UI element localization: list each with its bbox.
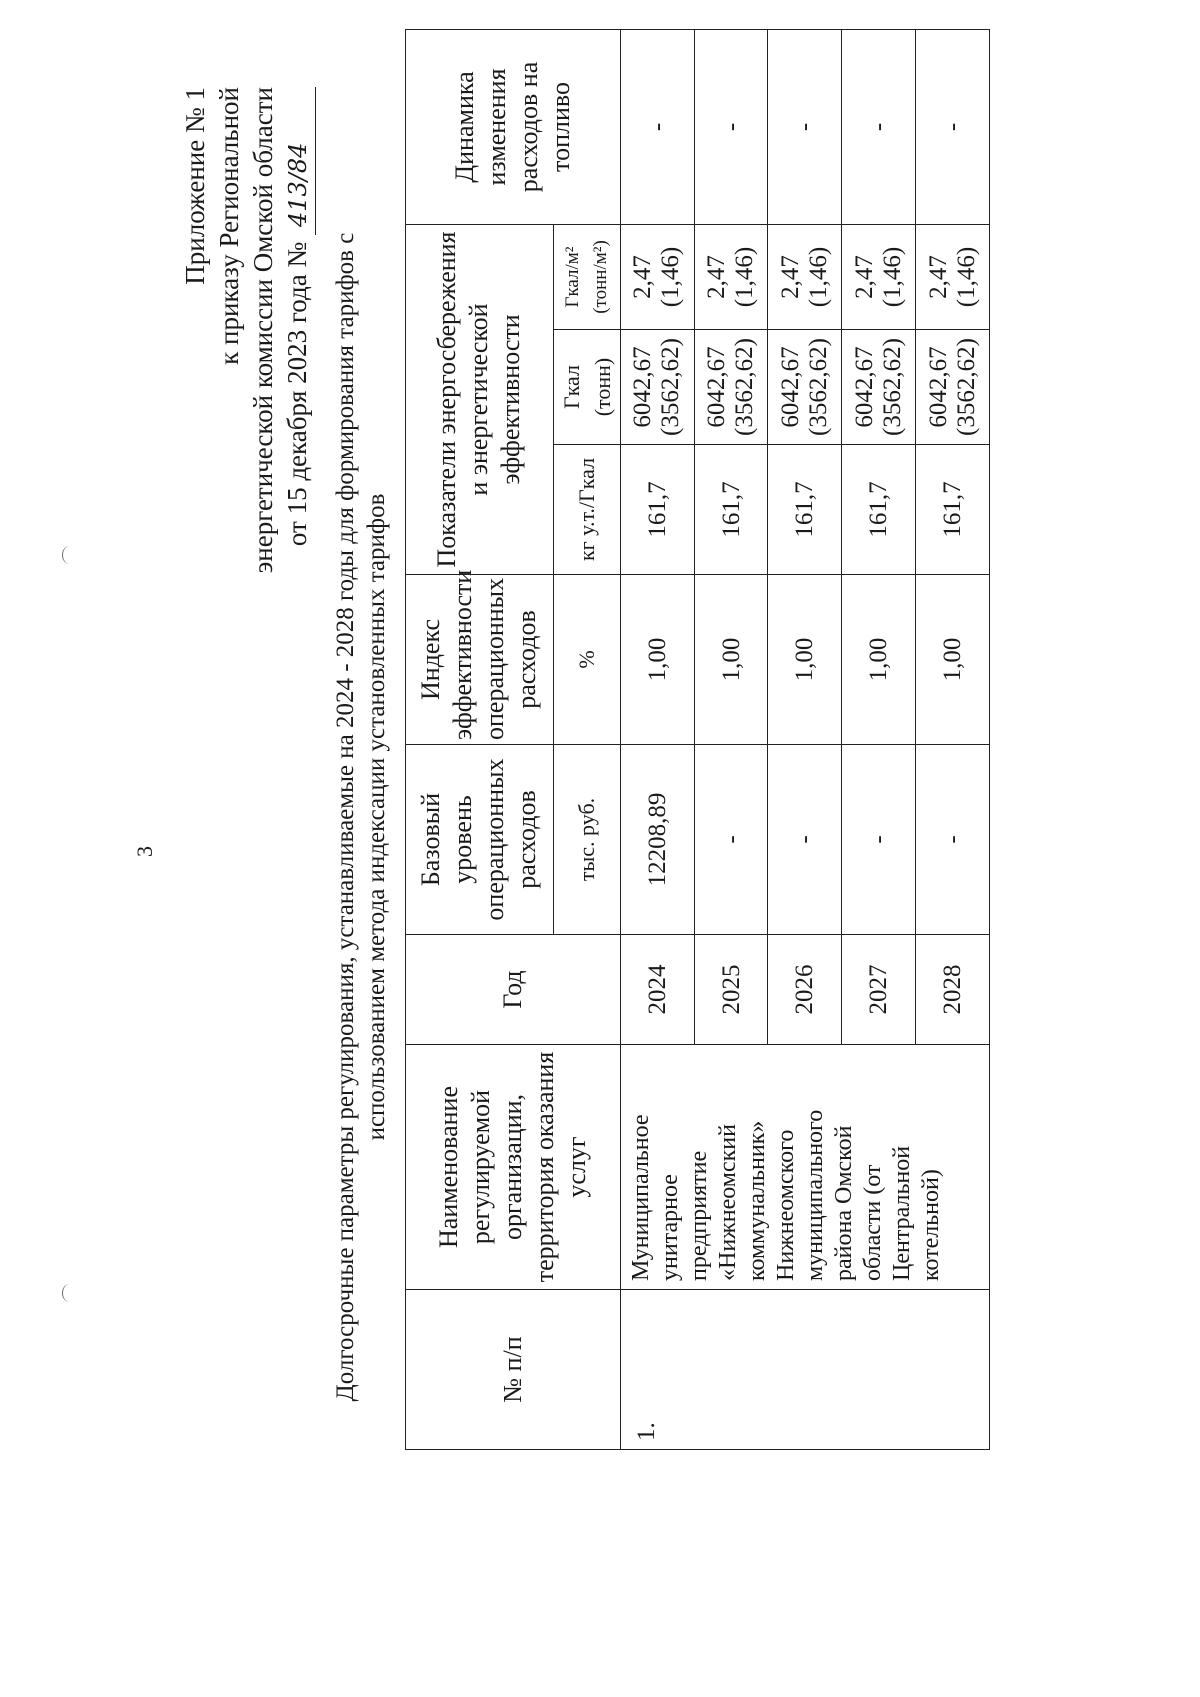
cell-specific-tons: (1,46)	[731, 246, 759, 308]
header-row	[406, 29, 554, 1449]
cell-losses-tons: (3562,62)	[657, 338, 685, 436]
cell-year: 2026	[768, 935, 842, 1045]
cell-specific	[916, 224, 990, 329]
cell-losses	[916, 330, 990, 445]
cell-losses-gcal: 6042,67	[703, 346, 731, 428]
scan-mark	[62, 1284, 77, 1302]
cell-specific-tons: (1,46)	[878, 246, 906, 308]
table-row	[620, 29, 694, 1449]
cell-losses	[694, 330, 768, 445]
title-line-2: использованием метода индексации установленных тарифов	[363, 493, 390, 1141]
page-number: 3	[132, 846, 157, 857]
organization-name: Муниципальное унитарное предприятие «Нижнеомский коммунальник» Нижнеомского муниципального района Омской области (от Центральной котельной)	[620, 1045, 989, 1290]
cell-fuel-rate: 161,7	[620, 445, 694, 575]
cell-losses-tons: (3562,62)	[731, 338, 759, 436]
cell-year: 2028	[916, 935, 990, 1045]
handwritten-order-number: 413/84	[281, 87, 316, 235]
cell-specific-tons: (1,46)	[804, 246, 832, 308]
cell-fuel-dynamics: -	[694, 29, 768, 224]
title-line-1: Долгосрочные параметры регулирования, устанавливаемые на 2024 - 2028 годы для формирования тарифов с	[332, 232, 359, 1402]
header-base-level: Базовый уровень операционных расходов	[406, 745, 554, 935]
approval-line-3: энергетической комиссии Омской области	[248, 87, 278, 574]
cell-losses-gcal: 6042,67	[850, 346, 878, 428]
cell-year: 2024	[620, 935, 694, 1045]
approval-line-4	[280, 87, 316, 607]
cell-losses	[620, 330, 694, 445]
cell-year: 2027	[842, 935, 916, 1045]
cell-losses	[842, 330, 916, 445]
header-energy-indicators: Показатели энергосбережения и энергетической эффективности	[406, 224, 554, 574]
cell-fuel-dynamics: -	[916, 29, 990, 224]
cell-efficiency-index: 1,00	[916, 575, 990, 745]
cell-base-level: -	[768, 745, 842, 935]
cell-specific	[842, 224, 916, 329]
cell-fuel-dynamics: -	[768, 29, 842, 224]
document-title	[330, 217, 392, 1417]
cell-base-level: -	[842, 745, 916, 935]
cell-specific	[768, 224, 842, 329]
cell-losses-gcal: 6042,67	[776, 346, 804, 428]
cell-year: 2025	[694, 935, 768, 1045]
scan-mark	[62, 546, 77, 564]
cell-losses-tons: (3562,62)	[952, 338, 980, 436]
approval-block	[178, 87, 316, 607]
cell-specific-gcal: 2,47	[776, 255, 804, 299]
header-organization: Наименование регулируемой организации, территория оказания услуг	[406, 1045, 621, 1290]
cell-specific-gcal: 2,47	[924, 255, 952, 299]
cell-efficiency-index: 1,00	[842, 575, 916, 745]
cell-losses-gcal: 6042,67	[629, 346, 657, 428]
approval-line-2: к приказу Региональной	[214, 87, 244, 365]
unit-fuel-rate: кг у.т./Гкал	[553, 445, 620, 575]
cell-specific-gcal: 2,47	[703, 255, 731, 299]
header-efficiency-index: Индекс эффективности операционных расходов	[406, 575, 554, 745]
unit-losses: Гкал (тонн)	[553, 330, 620, 445]
approval-date: от 15 декабря 2023 года №	[282, 241, 312, 547]
header-fuel-dynamics: Динамика изменения расходов на топливо	[406, 29, 621, 224]
cell-fuel-rate: 161,7	[842, 445, 916, 575]
cell-specific	[694, 224, 768, 329]
cell-efficiency-index: 1,00	[694, 575, 768, 745]
cell-specific	[620, 224, 694, 329]
header-year: Год	[406, 935, 621, 1045]
cell-specific-tons: (1,46)	[952, 246, 980, 308]
cell-base-level: -	[694, 745, 768, 935]
cell-losses	[768, 330, 842, 445]
cell-specific-tons: (1,46)	[657, 246, 685, 308]
row-number: 1.	[620, 1290, 989, 1450]
cell-fuel-rate: 161,7	[916, 445, 990, 575]
unit-specific	[553, 224, 620, 329]
cell-fuel-rate: 161,7	[694, 445, 768, 575]
cell-fuel-rate: 161,7	[768, 445, 842, 575]
cell-specific-gcal: 2,47	[629, 255, 657, 299]
unit-efficiency-index: %	[553, 575, 620, 745]
cell-efficiency-index: 1,00	[768, 575, 842, 745]
cell-losses-gcal: 6042,67	[924, 346, 952, 428]
parameters-table	[405, 29, 990, 1450]
header-num: № п/п	[406, 1290, 621, 1450]
unit-specific-line-1: Гкал/м²	[561, 246, 583, 308]
unit-base-level: тыс. руб.	[553, 745, 620, 935]
approval-line-1: Приложение № 1	[180, 87, 210, 285]
cell-losses-tons: (3562,62)	[804, 338, 832, 436]
cell-fuel-dynamics: -	[842, 29, 916, 224]
cell-base-level: 12208,89	[620, 745, 694, 935]
cell-specific-gcal: 2,47	[850, 255, 878, 299]
cell-efficiency-index: 1,00	[620, 575, 694, 745]
cell-fuel-dynamics: -	[620, 29, 694, 224]
cell-base-level: -	[916, 745, 990, 935]
cell-losses-tons: (3562,62)	[878, 338, 906, 436]
unit-specific-line-2: (тонн/м²)	[589, 240, 611, 314]
